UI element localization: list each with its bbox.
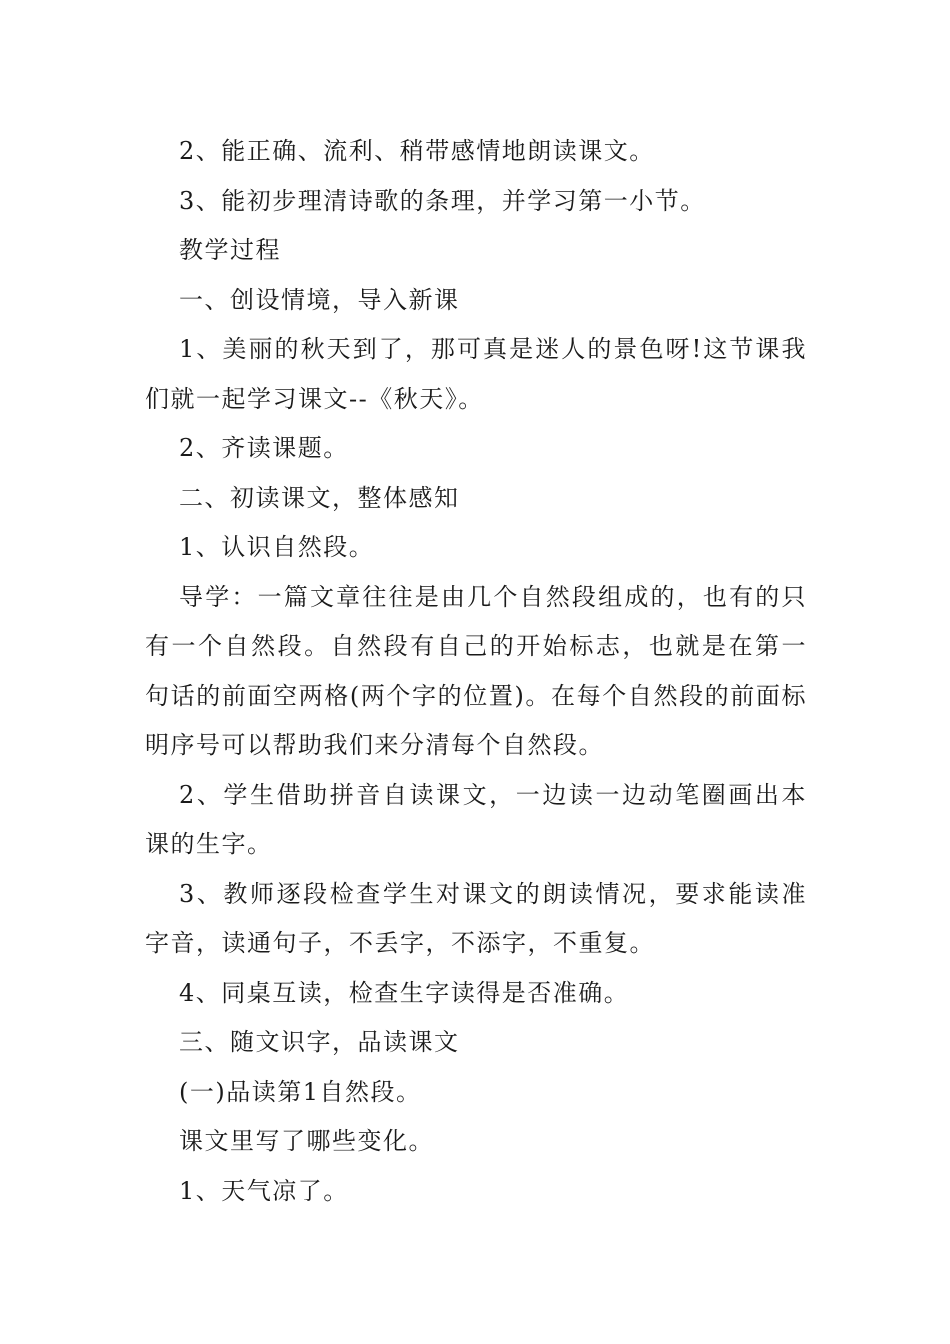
- paragraph: 2、能正确、流利、稍带感情地朗读课文。: [179, 137, 655, 165]
- paragraph: 导学：一篇文章往往是由几个自然段组成的，也有的只有一个自然段。自然段有自己的开始标志，也就是在第一句话的前面空两格(两个字的位置)。在每个自然段的前面标明序号可以帮助我们来分清每个自然段。: [145, 582, 807, 759]
- section-heading: 三、随文识字，品读课文: [179, 1028, 460, 1056]
- paragraph: 4、同桌互读，检查生字读得是否准确。: [179, 978, 630, 1007]
- paragraph: 2、齐读课题。: [179, 434, 349, 462]
- section-heading: 二、初读课文，整体感知: [179, 483, 460, 512]
- paragraph: 课文里写了哪些变化。: [179, 1127, 434, 1155]
- subsection-heading: (一)品读第1自然段。: [179, 1077, 422, 1106]
- paragraph: 1、认识自然段。: [179, 533, 375, 561]
- section-heading: 一、创设情境，导入新课: [179, 285, 460, 314]
- paragraph: 3、教师逐段检查学生对课文的朗读情况，要求能读准字音，读通句子，不丢字，不添字，不重复。: [145, 879, 807, 957]
- paragraph: 3、能初步理清诗歌的条理，并学习第一小节。: [179, 186, 706, 215]
- paragraph: 1、美丽的秋天到了，那可真是迷人的景色呀!这节课我们就一起学习课文--《秋天》。: [145, 335, 807, 413]
- paragraph: 2、学生借助拼音自读课文，一边读一边动笔圈画出本课的生字。: [145, 780, 807, 858]
- section-heading: 教学过程: [179, 236, 281, 264]
- paragraph: 1、天气凉了。: [179, 1176, 349, 1205]
- document-body: [145, 127, 807, 1216]
